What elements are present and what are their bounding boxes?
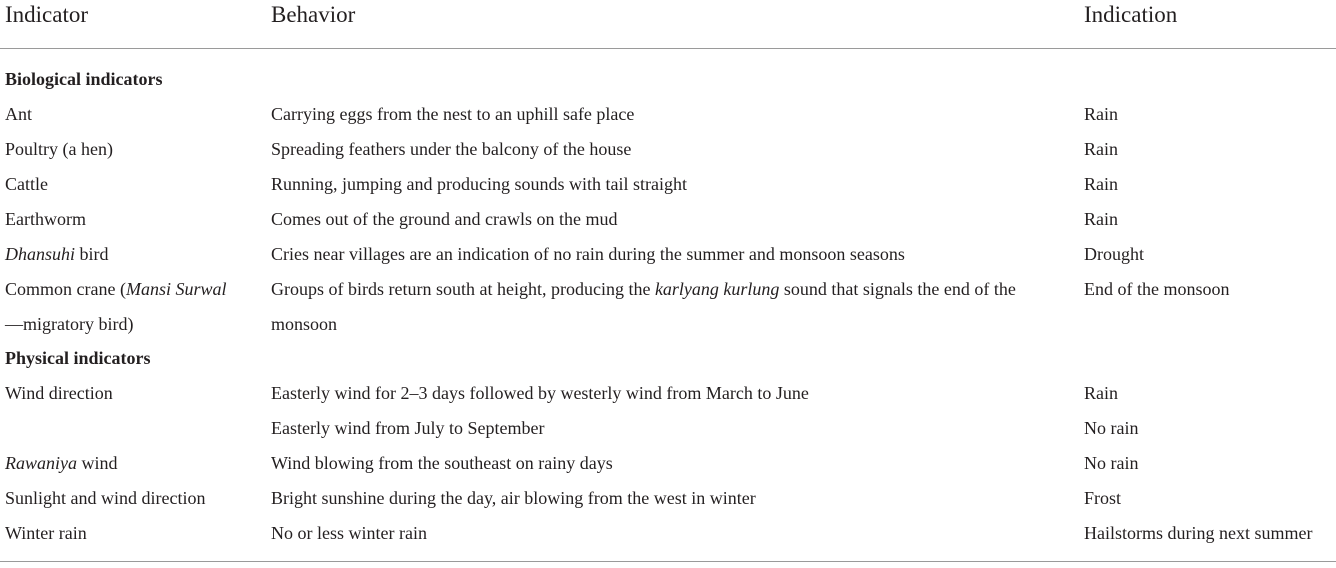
indicator-cell: [5, 446, 118, 481]
indicator-italic-text: Rawaniya: [5, 453, 77, 473]
indicator-cell: Poultry (a hen): [5, 139, 113, 159]
section-row: [0, 341, 1336, 376]
indicator-cell: Wind direction: [5, 383, 113, 403]
table-row: [0, 272, 1336, 341]
table-header: [0, 0, 1336, 49]
behavior-cell: Running, jumping and producing sounds with tail straight: [271, 174, 687, 194]
table-row: [0, 376, 1336, 411]
indicator-italic-text: Mansi: [125, 279, 171, 299]
indicator-cell: Cattle: [5, 174, 48, 194]
section-row: [0, 62, 1336, 97]
section-title-physical: Physical indicators: [5, 348, 151, 368]
table-bottom-rule: [0, 561, 1336, 562]
indicator-cell: Earthworm: [5, 209, 86, 229]
indication-cell: Rain: [1084, 104, 1118, 124]
behavior-cell: Easterly wind from July to September: [271, 418, 545, 438]
indicator-cell: Ant: [5, 104, 32, 124]
column-header-indicator: Indicator: [5, 2, 89, 27]
column-header-behavior: Behavior: [271, 2, 356, 27]
indication-cell: Rain: [1084, 209, 1118, 229]
indication-cell: Hailstorms during next summer: [1084, 523, 1313, 543]
section-title-biological: Biological indicators: [5, 69, 163, 89]
table-row: [0, 202, 1336, 237]
indicator-text: Common crane (: [5, 279, 126, 299]
indication-cell: Drought: [1084, 244, 1144, 264]
indicator-text: wind: [77, 453, 118, 473]
indication-cell: Rain: [1084, 139, 1118, 159]
indicator-text: —migratory bird): [5, 313, 134, 334]
indication-cell: Frost: [1084, 488, 1122, 508]
behavior-text: Groups of birds return south at height, producing the: [271, 279, 655, 299]
indicator-cell: Sunlight and wind direction: [5, 488, 206, 508]
indication-cell: Rain: [1084, 174, 1118, 194]
behavior-cell: No or less winter rain: [271, 523, 427, 543]
table-row: [0, 481, 1336, 516]
behavior-cell: Wind blowing from the southeast on rainy days: [271, 453, 613, 473]
table-row: [0, 97, 1336, 132]
indicator-text: bird: [75, 244, 109, 264]
behavior-cell: Cries near villages are an indication of no rain during the summer and monsoon seasons: [271, 244, 905, 264]
behavior-cell: [271, 272, 1061, 341]
behavior-cell: Spreading feathers under the balcony of the house: [271, 139, 632, 159]
table-row: [0, 237, 1336, 272]
indicator-cell: [5, 272, 235, 341]
behavior-text: sound that signals the end of the monsoon: [271, 279, 1016, 334]
column-header-indication: Indication: [1084, 2, 1178, 27]
indication-cell: No rain: [1084, 453, 1139, 473]
indicator-cell: Winter rain: [5, 523, 87, 543]
table-row: [0, 516, 1336, 551]
indicator-cell: [5, 237, 109, 272]
indicator-italic-text: Surwal: [175, 279, 227, 299]
indication-cell: End of the monsoon: [1084, 279, 1230, 299]
behavior-cell: Bright sunshine during the day, air blowing from the west in winter: [271, 488, 756, 508]
indication-cell: Rain: [1084, 383, 1118, 403]
behavior-cell: Easterly wind for 2–3 days followed by westerly wind from March to June: [271, 383, 809, 403]
table-row: [0, 411, 1336, 446]
indication-cell: No rain: [1084, 418, 1139, 438]
table-row: [0, 446, 1336, 481]
behavior-italic-text: karlyang kurlung: [654, 279, 780, 299]
behavior-cell: Comes out of the ground and crawls on the mud: [271, 209, 618, 229]
table-row: [0, 132, 1336, 167]
behavior-cell: Carrying eggs from the nest to an uphill safe place: [271, 104, 635, 124]
indicator-italic-text: Dhansuhi: [5, 244, 76, 264]
table-row: [0, 167, 1336, 202]
table-body: [0, 49, 1336, 551]
